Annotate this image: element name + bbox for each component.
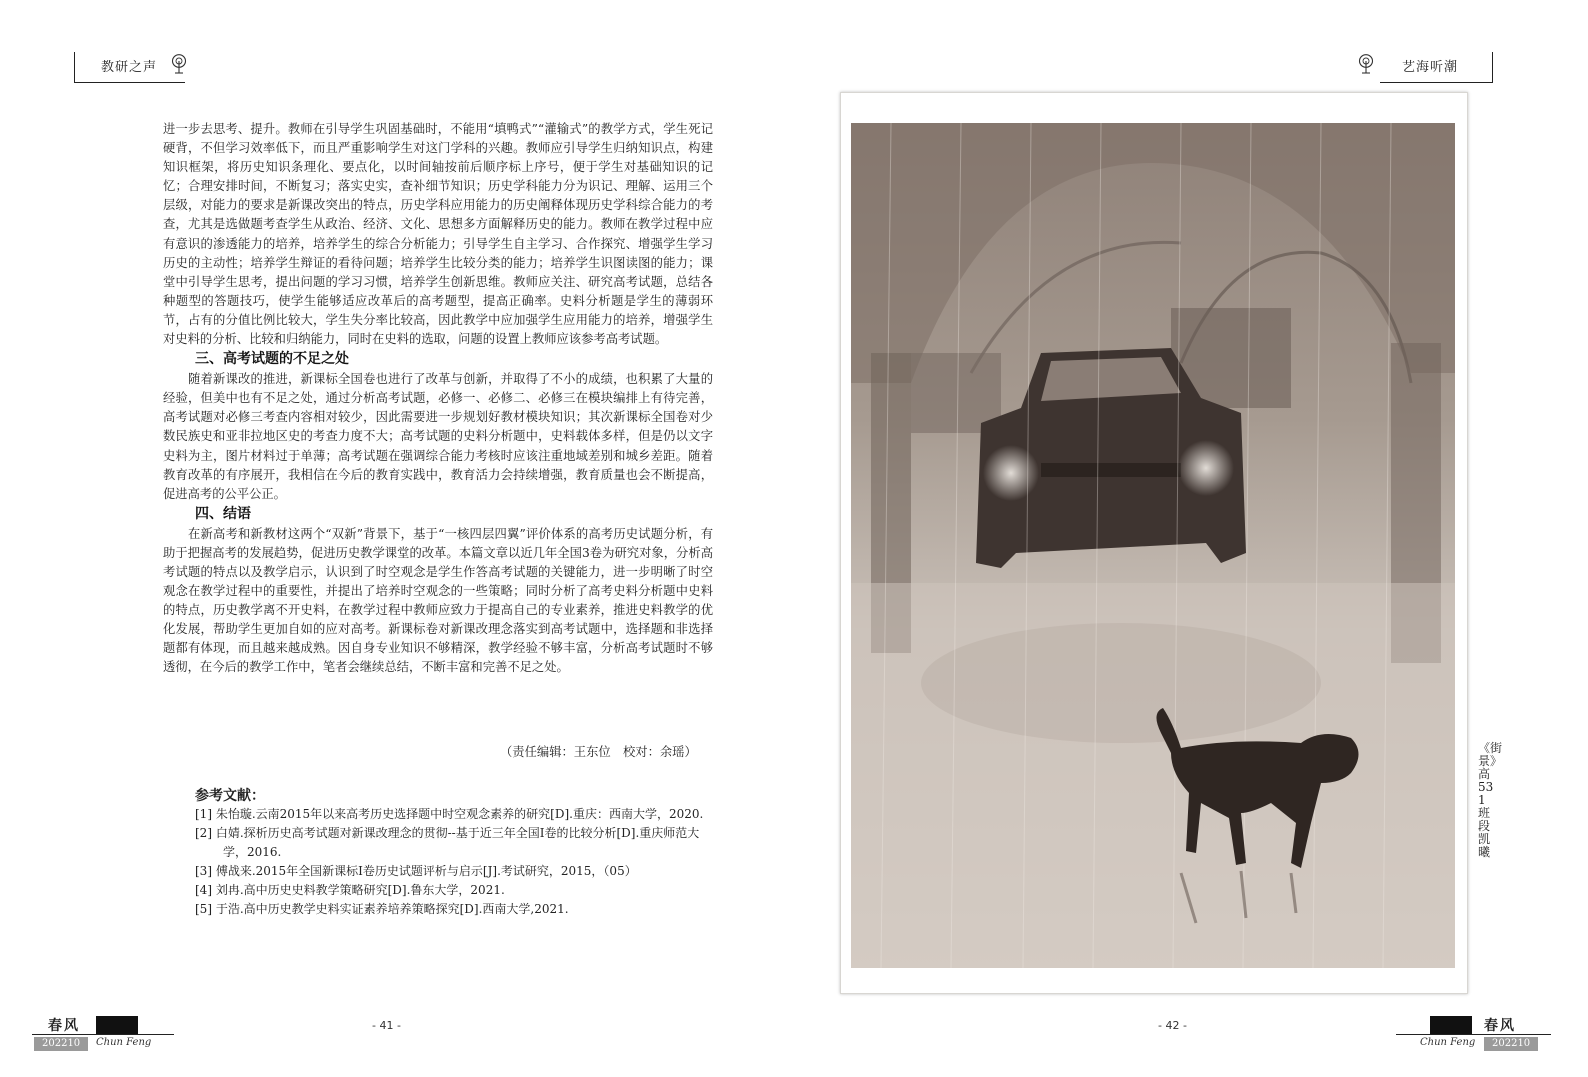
header-right: [1380, 52, 1493, 83]
article-paragraph: 随着新课改的推进，新课标全国卷也进行了改革与创新，并取得了不小的成绩，也积累了大量的经验，但美中也有不足之处，通过分析高考试题，必修一、必修二、必修三在模块编排上有待完善，高考试题对必修三考查内容相对较少，因此需要进一步规划好教材模块知识；其次新课标全国卷对少数民族史和亚非拉地区史的考查力度不大；高考试题的史料分析题中，史料载体多样，但是仍以文字史料为主，图片材料过于单薄；高考试题在强调综合能力考核时应该注重地域差别和城乡差距。随着教育改革的有序展开，我相信在今后的教育实践中，教育活力会持续增强，教育质量也会不断提高，促进高考的公平公正。: [163, 372, 713, 501]
references-title: 参考文献：: [195, 788, 265, 804]
tree-icon: [1358, 54, 1374, 74]
artwork-frame: [840, 92, 1468, 994]
article-paragraph: 在新高考和新教材这两个“双新”背景下，基于“一核四层四翼”评价体系的高考历史试题分析，有助于把握高考的发展趋势，促进历史教学课堂的改革。本篇文章以近几年全国3卷为研究对象，分析高考试题的特点以及教学启示，认识到了时空观念是学生作答高考试题的关键能力，进一步明晰了时空观念在教学过程中的重要性，并提出了培养时空观念的一些策略；同时分析了高考史料分析题中史料的特点，历史教学离不开史料，在教学过程中教师应致力于提高自己的专业素养，推进史料教学的优化发展，帮助学生更加自如的应对高考。新课标卷对新课改理念落实到高考试题中，选择题和非选择题都有体现，而且越来越成熟。因自身专业知识不够精深，教学经验不够丰富，分析高考试题时不够透彻，在今后的教学工作中，笔者会继续总结，不断丰富和完善不足之处。: [163, 526, 713, 675]
article-body: [163, 120, 713, 678]
issue-badge-right: 202210: [1484, 1037, 1538, 1051]
page-number-left: - 41 -: [372, 1019, 401, 1032]
footer-block-right: [1430, 1016, 1472, 1034]
section-heading: 四、结语: [195, 505, 251, 522]
footer-rule-right: [1396, 1034, 1551, 1035]
footer-block-left: [96, 1016, 138, 1034]
editor-note: （责任编辑：王东位 校对：余瑶）: [500, 745, 697, 759]
issue-badge-left: 202210: [34, 1037, 88, 1051]
tree-icon: [171, 54, 187, 74]
magazine-english-right: Chun Feng: [1420, 1037, 1476, 1048]
magazine-name-left: 春风: [48, 1018, 80, 1034]
reference-item: [3] 傅战来.2015年全国新课标Ⅰ卷历史试题评析与启示[J].考试研究，2015，（05）: [195, 864, 637, 878]
section-label-right: 艺海听潮: [1402, 60, 1459, 75]
reference-item: [1] 朱怡璇.云南2015年以来高考历史选择题中时空观念素养的研究[D].重庆：西南大学，2020.: [195, 807, 704, 821]
header-left: [74, 52, 185, 83]
reference-item: [4] 刘冉.高中历史史料教学策略研究[D].鲁东大学，2021.: [195, 883, 505, 897]
magazine-name-right: 春风: [1484, 1018, 1516, 1034]
references-list: [195, 805, 715, 919]
reference-item: [2] 白婧.探析历史高考试题对新课改理念的贯彻--基于近三年全国Ⅰ卷的比较分析[D].重庆师范大学，2016.: [195, 826, 700, 859]
page-number-right: - 42 -: [1158, 1019, 1187, 1032]
street-sketch-image: [851, 123, 1455, 968]
artwork-caption: 《街景》 高531班 段凯曦: [1478, 741, 1503, 859]
reference-item: [5] 于浩.高中历史教学史料实证素养培养策略探究[D].西南大学,2021.: [195, 902, 569, 916]
section-label-left: 教研之声: [101, 60, 158, 75]
article-paragraph: 进一步去思考、提升。教师在引导学生巩固基础时，不能用“填鸭式”“灌输式”的教学方式，学生死记硬背，不但学习效率低下，而且严重影响学生对这门学科的兴趣。教师应引导学生归纳知识点，构建知识框架，将历史知识条理化、要点化，以时间轴按前后顺序标上序号，便于学生对基础知识的记忆；合理安排时间，不断复习；落实史实，查补细节知识；历史学科能力分为识记、理解、运用三个层级，对能力的要求是新课改突出的特点，历史学科应用能力的历史阐释体现历史学科综合能力的考查，尤其是选做题考查学生从政治、经济、文化、思想多方面解释历史的能力。教师在教学过程中应有意识的渗透能力的培养，培养学生的综合分析能力；引导学生自主学习、合作探究、增强学生学习历史的主动性；培养学生辩证的看待问题；培养学生比较分类的能力；培养学生识图读图的能力；课堂中引导学生思考，提出问题的学习习惯，培养学生创新思维。教师应关注、研究高考试题，总结各种题型的答题技巧，使学生能够适应改革后的高考题型，提高正确率。史料分析题是学生的薄弱环节，占有的分值比例比较大，学生失分率比较高，因此教学中应加强学生应用能力的培养，增强学生对史料的分析、比较和归纳能力，同时在史料的选取，问题的设置上教师应该参考高考试题。: [163, 122, 713, 347]
section-heading: 三、高考试题的不足之处: [195, 351, 349, 368]
magazine-english-left: Chun Feng: [96, 1037, 152, 1048]
